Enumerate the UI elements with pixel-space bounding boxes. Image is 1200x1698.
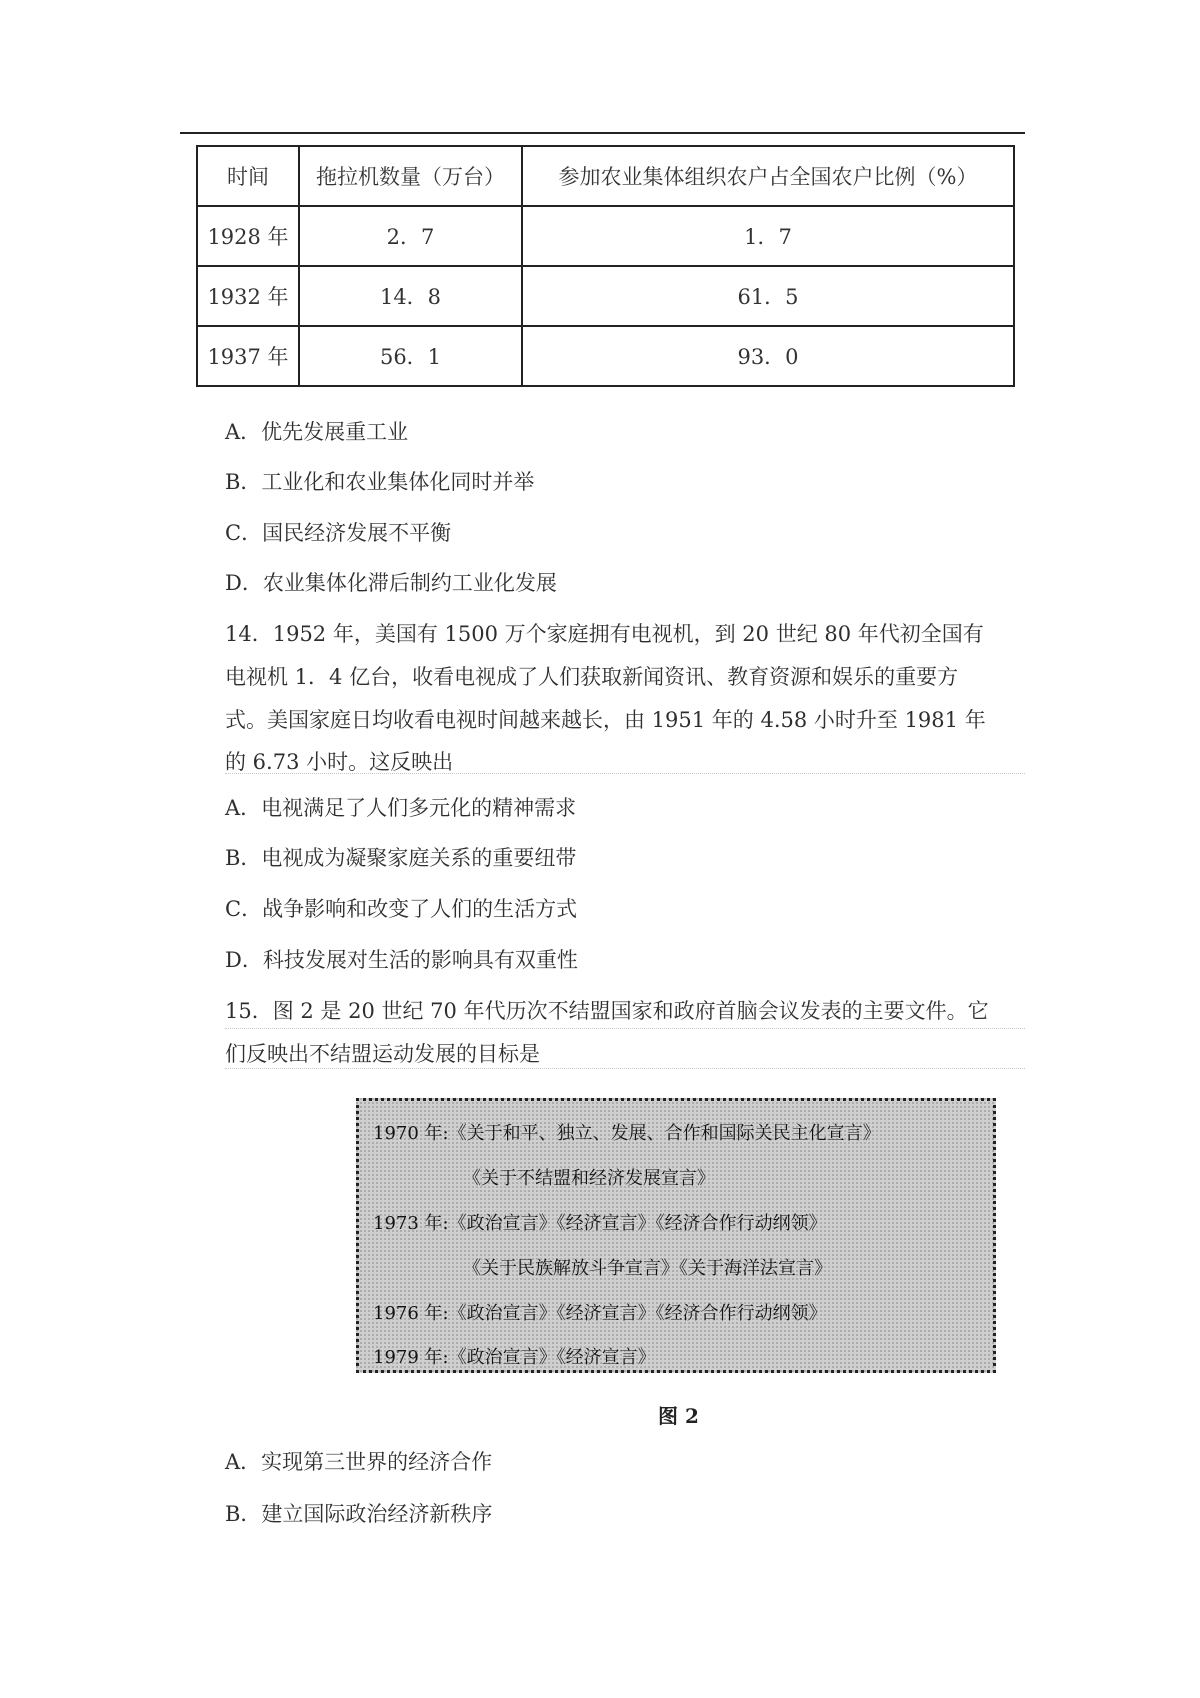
figure-line: 1973 年:《政治宣言》《经济宣言》《经济合作行动纲领》 bbox=[373, 1213, 827, 1234]
q14-option-a: A．电视满足了人们多元化的精神需求 bbox=[225, 796, 577, 820]
table-cell: 1932 年 bbox=[197, 266, 299, 326]
q15-stem-line: 们反映出不结盟运动发展的目标是 bbox=[225, 1042, 540, 1066]
table-header-cell: 参加农业集体组织农户占全国农户比例（%） bbox=[522, 146, 1014, 206]
q14-stem-line: 式。美国家庭日均收看电视时间越来越长，由 1951 年的 4.58 小时升至 1981 年 bbox=[225, 708, 986, 732]
dotted-rule bbox=[225, 1068, 1025, 1069]
q14-stem-line: 的 6.73 小时。这反映出 bbox=[225, 750, 454, 774]
table-row bbox=[197, 206, 1014, 266]
q14-option-b: B．电视成为凝聚家庭关系的重要纽带 bbox=[225, 846, 577, 870]
table-cell: 1928 年 bbox=[197, 206, 299, 266]
header-rule bbox=[180, 132, 1025, 134]
figure-line: 1979 年:《政治宣言》《经济宣言》 bbox=[373, 1347, 656, 1368]
figure-2-box bbox=[356, 1098, 996, 1373]
dotted-rule bbox=[225, 773, 1025, 774]
q13-option-d: D．农业集体化滞后制约工业化发展 bbox=[225, 571, 557, 595]
q14-option-c: C．战争影响和改变了人们的生活方式 bbox=[225, 897, 578, 921]
table-header-row bbox=[197, 146, 1014, 206]
q13-option-a: A．优先发展重工业 bbox=[225, 420, 409, 444]
table-cell: 93．0 bbox=[522, 326, 1014, 386]
table-header-cell: 时间 bbox=[197, 146, 299, 206]
q14-stem-line: 14．1952 年，美国有 1500 万个家庭拥有电视机，到 20 世纪 80 年代初全国有 bbox=[225, 622, 984, 646]
data-table bbox=[196, 145, 1015, 387]
figure-caption: 图 2 bbox=[658, 1404, 699, 1428]
figure-line: 《关于不结盟和经济发展宣言》 bbox=[463, 1168, 715, 1189]
table-cell: 2．7 bbox=[299, 206, 522, 266]
table-row bbox=[197, 266, 1014, 326]
q15-option-a: A．实现第三世界的经济合作 bbox=[225, 1450, 493, 1474]
q14-stem-line: 电视机 1．4 亿台，收看电视成了人们获取新闻资讯、教育资源和娱乐的重要方 bbox=[225, 665, 959, 689]
figure-line: 《关于民族解放斗争宣言》《关于海洋法宣言》 bbox=[463, 1258, 832, 1279]
table-cell: 14．8 bbox=[299, 266, 522, 326]
figure-line: 1970 年:《关于和平、独立、发展、合作和国际关民主化宣言》 bbox=[373, 1123, 881, 1144]
table-header-cell: 拖拉机数量（万台） bbox=[299, 146, 522, 206]
table-cell: 56．1 bbox=[299, 326, 522, 386]
figure-line: 1976 年:《政治宣言》《经济宣言》《经济合作行动纲领》 bbox=[373, 1303, 827, 1324]
q13-option-b: B．工业化和农业集体化同时并举 bbox=[225, 470, 535, 494]
table-cell: 1．7 bbox=[522, 206, 1014, 266]
q14-option-d: D．科技发展对生活的影响具有双重性 bbox=[225, 948, 578, 972]
table-cell: 1937 年 bbox=[197, 326, 299, 386]
dotted-rule bbox=[225, 1028, 1025, 1029]
table-row bbox=[197, 326, 1014, 386]
q13-option-c: C．国民经济发展不平衡 bbox=[225, 521, 452, 545]
table-cell: 61．5 bbox=[522, 266, 1014, 326]
q15-option-b: B．建立国际政治经济新秩序 bbox=[225, 1502, 493, 1526]
q15-stem-line: 15．图 2 是 20 世纪 70 年代历次不结盟国家和政府首脑会议发表的主要文件。它 bbox=[225, 999, 989, 1023]
